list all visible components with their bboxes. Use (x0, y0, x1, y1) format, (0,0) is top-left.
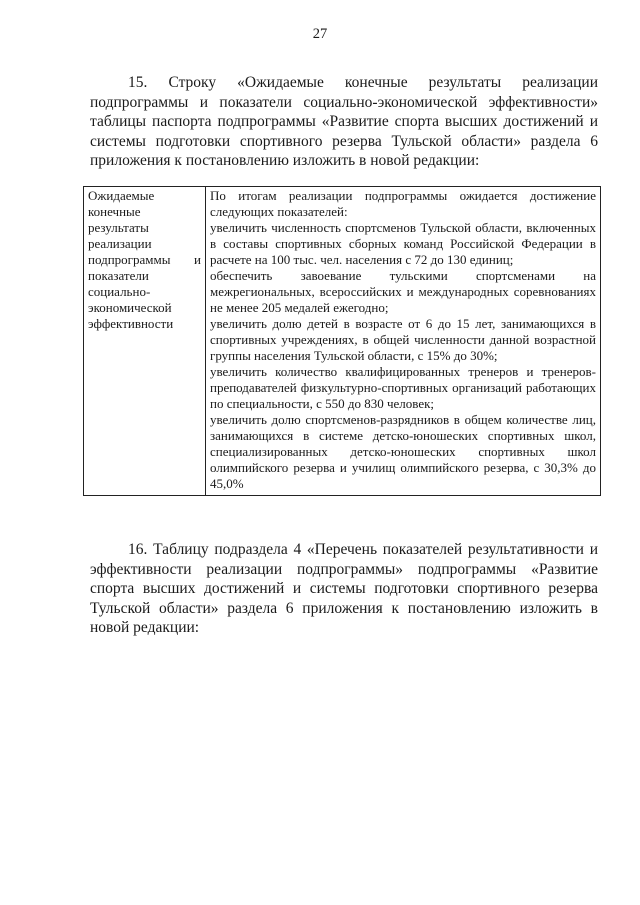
table-content-cell (206, 187, 601, 496)
paragraph-item-15: 15. Строку «Ожидаемые конечные результаты реализации подпрограммы и показатели социально-экономической эффективности» таблицы паспорта подпрограммы «Развитие спорта высших достижений и системы подготовки спортивного резерва Тульской области» раздела 6 приложения к постановлению изложить в новой редакции: (90, 74, 598, 169)
table-intro-line: По итогам реализации подпрограммы ожидается достижение следующих показателей: (210, 188, 596, 219)
paragraph-item-16: 16. Таблицу подраздела 4 «Перечень показателей результативности и эффективности реализации подпрограммы» подпрограммы «Развитие спорта высших достижений и системы подготовки спортивного резерва Тульской области» раздела 6 приложения к постановлению изложить в новой редакции: (90, 541, 598, 636)
table-indicator-line: увеличить численность спортсменов Тульской области, включенных в составы спортивных сборных команд Российской Федерации в расчете на 100 тыс. чел. населения с 72 до 130 единиц; (210, 220, 596, 267)
table-indicator-line: увеличить долю спортсменов-разрядников в общем количестве лиц, занимающихся в системе детско-юношеских спортивных школ, специализированных детско-юношеских спортивных школ олимпийского резерва и училищ олимпийского резерва, с 30,3% до 45,0% (210, 412, 596, 491)
table-row (84, 187, 601, 496)
table-label-cell: Ожидаемые конечные результаты реализации подпрограммы и показатели социально-экономической эффективности (84, 187, 206, 496)
table-indicator-line: увеличить долю детей в возрасте от 6 до 15 лет, занимающихся в спортивных учреждениях, в общей численности данной возрастной группы населения Тульской области, с 15% до 30%; (210, 316, 596, 363)
page-number: 27 (312, 26, 328, 42)
table-indicator-line: увеличить количество квалифицированных тренеров и тренеров-преподавателей физкультурно-спортивных организаций работающих по специальности, с 550 до 830 человек; (210, 364, 596, 411)
table-indicator-line: обеспечить завоевание тульскими спортсменами на межрегиональных, всероссийских и международных соревнованиях не менее 205 медалей ежегодно; (210, 268, 596, 315)
indicators-table (83, 186, 601, 496)
